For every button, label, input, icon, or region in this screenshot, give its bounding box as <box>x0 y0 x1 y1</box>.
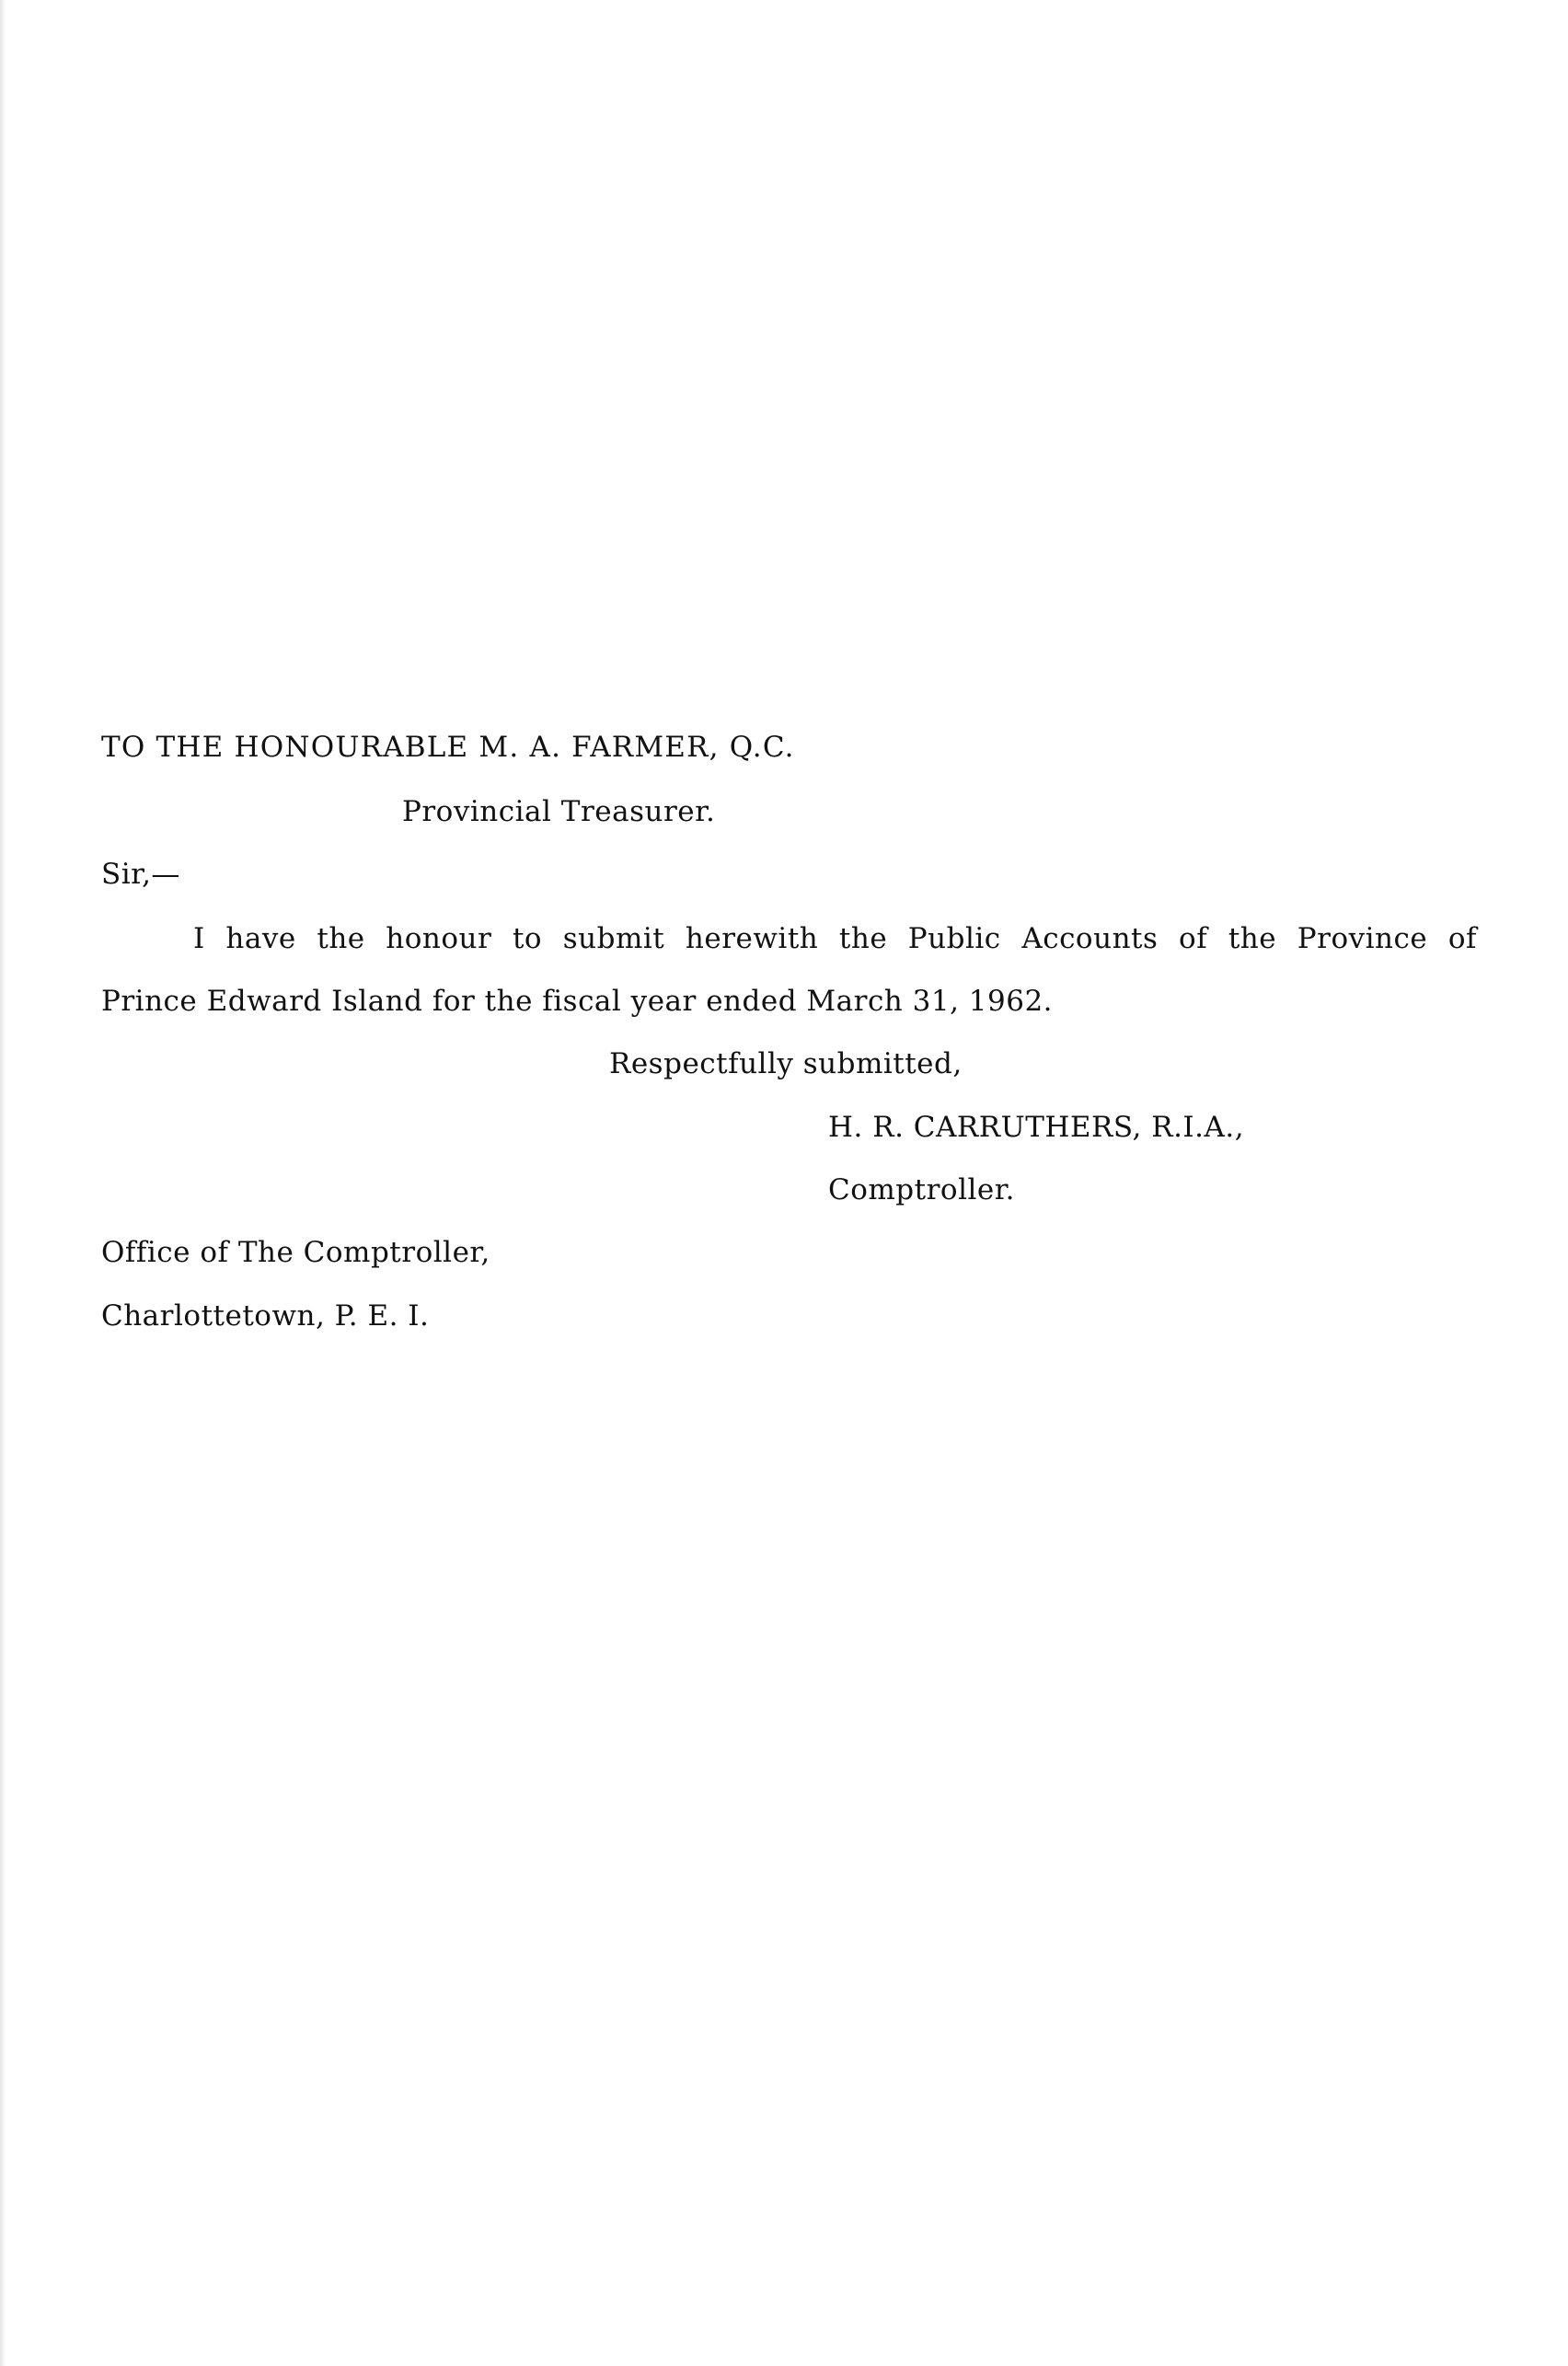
body-paragraph-line-1: I have the honour to submit herewith the Public Accounts of the Province of <box>193 922 1477 955</box>
page-edge-shadow <box>0 0 6 2366</box>
office-address-line-2: Charlottetown, P. E. I. <box>101 1299 430 1333</box>
addressee-line: TO THE HONOURABLE M. A. FARMER, Q.C. <box>101 731 795 764</box>
salutation: Sir,— <box>101 858 180 891</box>
body-paragraph-line-2: Prince Edward Island for the fiscal year ended March 31, 1962. <box>101 985 1054 1018</box>
signatory-title: Comptroller. <box>828 1173 1016 1206</box>
signatory-name: H. R. CARRUTHERS, R.I.A., <box>828 1111 1245 1144</box>
addressee-title: Provincial Treasurer. <box>402 795 716 828</box>
office-address-line-1: Office of The Comptroller, <box>101 1236 490 1269</box>
closing-phrase: Respectfully submitted, <box>609 1047 963 1080</box>
